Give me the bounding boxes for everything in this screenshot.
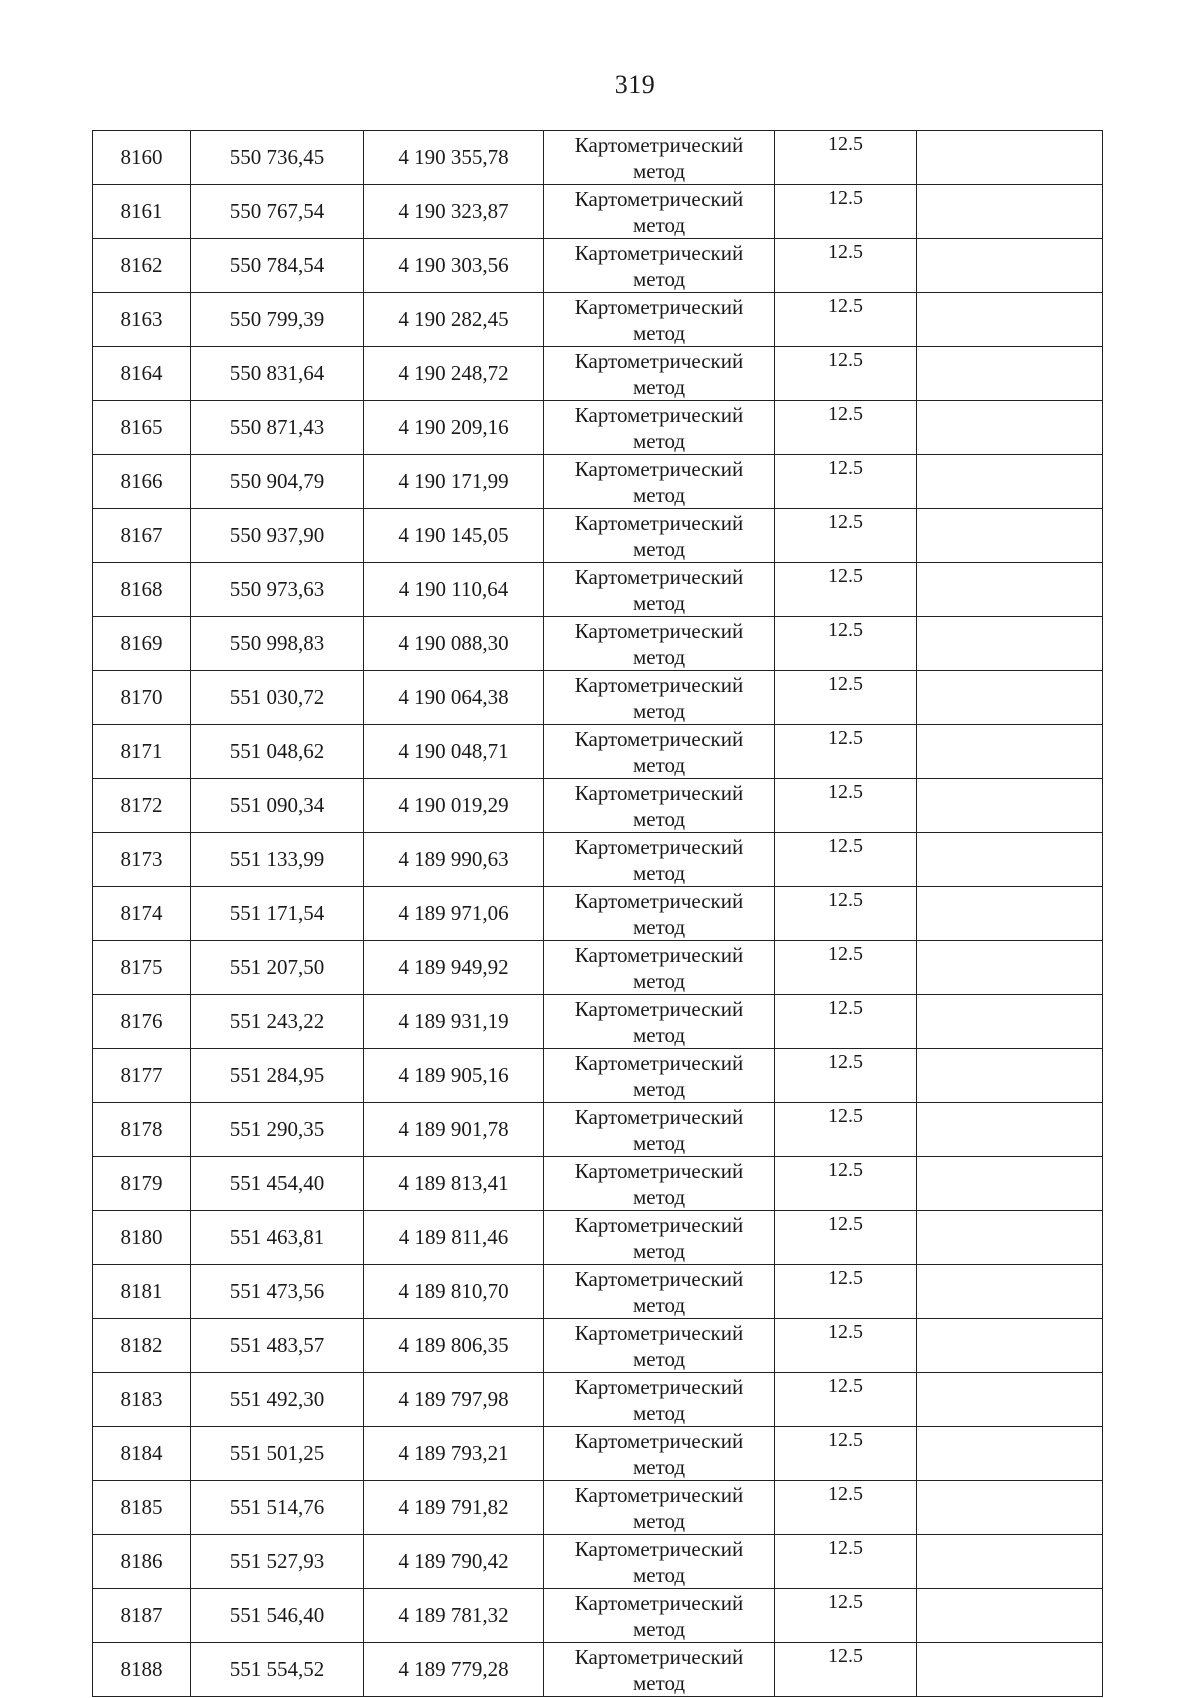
point-number-cell: 8160 <box>93 131 191 185</box>
point-number-cell: 8169 <box>93 617 191 671</box>
method-line-1: Картометрический <box>574 1213 744 1237</box>
method-line-1: Картометрический <box>574 835 744 859</box>
point-number-cell: 8176 <box>93 995 191 1049</box>
method-cell <box>544 1103 775 1157</box>
accuracy-cell: 12.5 <box>775 455 917 509</box>
note-cell <box>917 401 1103 455</box>
note-cell <box>917 1643 1103 1697</box>
table-row <box>93 1643 1103 1697</box>
point-number-cell: 8178 <box>93 1103 191 1157</box>
coordinates-table <box>92 130 1103 1697</box>
method-cell <box>544 1157 775 1211</box>
table-row <box>93 347 1103 401</box>
y-coordinate-cell: 4 189 806,35 <box>364 1319 544 1373</box>
x-coordinate-cell: 551 133,99 <box>191 833 364 887</box>
y-coordinate-cell: 4 189 949,92 <box>364 941 544 995</box>
x-coordinate-cell: 550 831,64 <box>191 347 364 401</box>
method-line-1: Картометрический <box>574 457 744 481</box>
method-line-1: Картометрический <box>574 133 744 157</box>
method-line-1: Картометрический <box>574 349 744 373</box>
x-coordinate-cell: 551 492,30 <box>191 1373 364 1427</box>
x-coordinate-cell: 551 171,54 <box>191 887 364 941</box>
method-cell <box>544 1049 775 1103</box>
point-number-cell: 8165 <box>93 401 191 455</box>
method-cell <box>544 1427 775 1481</box>
accuracy-cell: 12.5 <box>775 401 917 455</box>
y-coordinate-cell: 4 189 813,41 <box>364 1157 544 1211</box>
point-number-cell: 8188 <box>93 1643 191 1697</box>
point-number-cell: 8184 <box>93 1427 191 1481</box>
method-cell <box>544 1211 775 1265</box>
method-line-2: метод <box>632 267 686 291</box>
x-coordinate-cell: 551 463,81 <box>191 1211 364 1265</box>
table-row <box>93 887 1103 941</box>
point-number-cell: 8175 <box>93 941 191 995</box>
note-cell <box>917 185 1103 239</box>
table-row <box>93 671 1103 725</box>
x-coordinate-cell: 550 998,83 <box>191 617 364 671</box>
point-number-cell: 8182 <box>93 1319 191 1373</box>
point-number-cell: 8171 <box>93 725 191 779</box>
coordinates-table-body <box>93 131 1103 1697</box>
y-coordinate-cell: 4 189 810,70 <box>364 1265 544 1319</box>
accuracy-cell: 12.5 <box>775 1265 917 1319</box>
method-line-1: Картометрический <box>574 1429 744 1453</box>
method-line-1: Картометрический <box>574 403 744 427</box>
accuracy-cell: 12.5 <box>775 941 917 995</box>
table-row <box>93 941 1103 995</box>
accuracy-cell: 12.5 <box>775 779 917 833</box>
y-coordinate-cell: 4 189 779,28 <box>364 1643 544 1697</box>
table-row <box>93 455 1103 509</box>
method-cell <box>544 725 775 779</box>
accuracy-cell: 12.5 <box>775 1589 917 1643</box>
point-number-cell: 8166 <box>93 455 191 509</box>
method-line-1: Картометрический <box>574 1159 744 1183</box>
method-line-1: Картометрический <box>574 1483 744 1507</box>
method-line-2: метод <box>632 1185 686 1209</box>
method-cell <box>544 779 775 833</box>
x-coordinate-cell: 551 454,40 <box>191 1157 364 1211</box>
table-row <box>93 833 1103 887</box>
x-coordinate-cell: 551 207,50 <box>191 941 364 995</box>
note-cell <box>917 563 1103 617</box>
point-number-cell: 8181 <box>93 1265 191 1319</box>
note-cell <box>917 617 1103 671</box>
table-row <box>93 185 1103 239</box>
y-coordinate-cell: 4 189 811,46 <box>364 1211 544 1265</box>
accuracy-cell: 12.5 <box>775 887 917 941</box>
method-line-1: Картометрический <box>574 1645 744 1669</box>
method-line-2: метод <box>632 1401 686 1425</box>
y-coordinate-cell: 4 189 971,06 <box>364 887 544 941</box>
point-number-cell: 8179 <box>93 1157 191 1211</box>
method-cell <box>544 1319 775 1373</box>
method-cell <box>544 1373 775 1427</box>
accuracy-cell: 12.5 <box>775 239 917 293</box>
point-number-cell: 8163 <box>93 293 191 347</box>
method-line-2: метод <box>632 915 686 939</box>
method-cell <box>544 1643 775 1697</box>
accuracy-cell: 12.5 <box>775 995 917 1049</box>
table-row <box>93 1211 1103 1265</box>
point-number-cell: 8174 <box>93 887 191 941</box>
x-coordinate-cell: 551 284,95 <box>191 1049 364 1103</box>
method-cell <box>544 1589 775 1643</box>
method-cell <box>544 1265 775 1319</box>
method-line-1: Картометрический <box>574 295 744 319</box>
y-coordinate-cell: 4 190 064,38 <box>364 671 544 725</box>
method-cell <box>544 293 775 347</box>
point-number-cell: 8161 <box>93 185 191 239</box>
method-cell <box>544 563 775 617</box>
table-row <box>93 239 1103 293</box>
note-cell <box>917 1589 1103 1643</box>
y-coordinate-cell: 4 189 797,98 <box>364 1373 544 1427</box>
method-line-1: Картометрический <box>574 1321 744 1345</box>
table-row <box>93 1319 1103 1373</box>
x-coordinate-cell: 551 554,52 <box>191 1643 364 1697</box>
y-coordinate-cell: 4 190 282,45 <box>364 293 544 347</box>
table-row <box>93 401 1103 455</box>
accuracy-cell: 12.5 <box>775 509 917 563</box>
method-cell <box>544 995 775 1049</box>
y-coordinate-cell: 4 189 790,42 <box>364 1535 544 1589</box>
note-cell <box>917 1427 1103 1481</box>
note-cell <box>917 833 1103 887</box>
table-row <box>93 1535 1103 1589</box>
method-line-2: метод <box>632 969 686 993</box>
method-line-1: Картометрический <box>574 1105 744 1129</box>
method-line-2: метод <box>632 321 686 345</box>
note-cell <box>917 671 1103 725</box>
note-cell <box>917 941 1103 995</box>
point-number-cell: 8172 <box>93 779 191 833</box>
y-coordinate-cell: 4 190 145,05 <box>364 509 544 563</box>
method-cell <box>544 185 775 239</box>
accuracy-cell: 12.5 <box>775 293 917 347</box>
table-row <box>93 1427 1103 1481</box>
method-line-2: метод <box>632 537 686 561</box>
table-row <box>93 1589 1103 1643</box>
method-line-2: метод <box>632 1455 686 1479</box>
y-coordinate-cell: 4 190 355,78 <box>364 131 544 185</box>
method-line-2: метод <box>632 861 686 885</box>
y-coordinate-cell: 4 189 791,82 <box>364 1481 544 1535</box>
point-number-cell: 8186 <box>93 1535 191 1589</box>
point-number-cell: 8168 <box>93 563 191 617</box>
note-cell <box>917 1265 1103 1319</box>
method-cell <box>544 455 775 509</box>
x-coordinate-cell: 551 514,76 <box>191 1481 364 1535</box>
method-cell <box>544 239 775 293</box>
accuracy-cell: 12.5 <box>775 1535 917 1589</box>
method-line-2: метод <box>632 159 686 183</box>
note-cell <box>917 509 1103 563</box>
method-line-2: метод <box>632 591 686 615</box>
method-cell <box>544 509 775 563</box>
accuracy-cell: 12.5 <box>775 1103 917 1157</box>
point-number-cell: 8170 <box>93 671 191 725</box>
note-cell <box>917 1049 1103 1103</box>
method-line-2: метод <box>632 429 686 453</box>
accuracy-cell: 12.5 <box>775 1319 917 1373</box>
y-coordinate-cell: 4 189 905,16 <box>364 1049 544 1103</box>
note-cell <box>917 887 1103 941</box>
method-line-1: Картометрический <box>574 1375 744 1399</box>
table-row <box>93 1373 1103 1427</box>
method-line-2: метод <box>632 1617 686 1641</box>
x-coordinate-cell: 550 784,54 <box>191 239 364 293</box>
method-line-2: метод <box>632 483 686 507</box>
note-cell <box>917 1103 1103 1157</box>
note-cell <box>917 1157 1103 1211</box>
table-row <box>93 1157 1103 1211</box>
table-row <box>93 779 1103 833</box>
y-coordinate-cell: 4 190 248,72 <box>364 347 544 401</box>
method-line-1: Картометрический <box>574 1267 744 1291</box>
method-line-1: Картометрический <box>574 997 744 1021</box>
y-coordinate-cell: 4 190 171,99 <box>364 455 544 509</box>
method-line-2: метод <box>632 807 686 831</box>
method-line-2: метод <box>632 645 686 669</box>
method-line-1: Картометрический <box>574 943 744 967</box>
method-line-1: Картометрический <box>574 781 744 805</box>
method-line-2: метод <box>632 1077 686 1101</box>
note-cell <box>917 995 1103 1049</box>
x-coordinate-cell: 551 090,34 <box>191 779 364 833</box>
method-cell <box>544 887 775 941</box>
note-cell <box>917 1373 1103 1427</box>
y-coordinate-cell: 4 189 793,21 <box>364 1427 544 1481</box>
accuracy-cell: 12.5 <box>775 1049 917 1103</box>
method-line-2: метод <box>632 753 686 777</box>
method-line-1: Картометрический <box>574 241 744 265</box>
note-cell <box>917 779 1103 833</box>
x-coordinate-cell: 551 290,35 <box>191 1103 364 1157</box>
x-coordinate-cell: 550 799,39 <box>191 293 364 347</box>
table-row <box>93 131 1103 185</box>
table-row <box>93 1481 1103 1535</box>
table-row <box>93 725 1103 779</box>
accuracy-cell: 12.5 <box>775 347 917 401</box>
page-number: 319 <box>614 70 656 99</box>
accuracy-cell: 12.5 <box>775 1157 917 1211</box>
method-line-1: Картометрический <box>574 565 744 589</box>
method-line-1: Картометрический <box>574 511 744 535</box>
method-cell <box>544 941 775 995</box>
table-row <box>93 509 1103 563</box>
y-coordinate-cell: 4 190 209,16 <box>364 401 544 455</box>
method-line-2: метод <box>632 1239 686 1263</box>
x-coordinate-cell: 550 904,79 <box>191 455 364 509</box>
method-line-2: метод <box>632 375 686 399</box>
y-coordinate-cell: 4 189 901,78 <box>364 1103 544 1157</box>
y-coordinate-cell: 4 189 781,32 <box>364 1589 544 1643</box>
accuracy-cell: 12.5 <box>775 563 917 617</box>
point-number-cell: 8187 <box>93 1589 191 1643</box>
method-line-1: Картометрический <box>574 1537 744 1561</box>
method-line-1: Картометрический <box>574 619 744 643</box>
x-coordinate-cell: 551 546,40 <box>191 1589 364 1643</box>
note-cell <box>917 1211 1103 1265</box>
table-row <box>93 995 1103 1049</box>
method-cell <box>544 1535 775 1589</box>
point-number-cell: 8185 <box>93 1481 191 1535</box>
method-cell <box>544 401 775 455</box>
x-coordinate-cell: 551 243,22 <box>191 995 364 1049</box>
method-cell <box>544 833 775 887</box>
method-cell <box>544 1481 775 1535</box>
point-number-cell: 8164 <box>93 347 191 401</box>
accuracy-cell: 12.5 <box>775 671 917 725</box>
table-row <box>93 617 1103 671</box>
y-coordinate-cell: 4 190 048,71 <box>364 725 544 779</box>
y-coordinate-cell: 4 189 990,63 <box>364 833 544 887</box>
point-number-cell: 8180 <box>93 1211 191 1265</box>
y-coordinate-cell: 4 190 088,30 <box>364 617 544 671</box>
x-coordinate-cell: 551 483,57 <box>191 1319 364 1373</box>
method-line-2: метод <box>632 1347 686 1371</box>
accuracy-cell: 12.5 <box>775 1211 917 1265</box>
method-line-1: Картометрический <box>574 1591 744 1615</box>
accuracy-cell: 12.5 <box>775 185 917 239</box>
accuracy-cell: 12.5 <box>775 833 917 887</box>
point-number-cell: 8167 <box>93 509 191 563</box>
method-line-2: метод <box>632 1509 686 1533</box>
method-line-1: Картометрический <box>574 889 744 913</box>
accuracy-cell: 12.5 <box>775 725 917 779</box>
table-row <box>93 293 1103 347</box>
note-cell <box>917 293 1103 347</box>
method-cell <box>544 617 775 671</box>
table-row <box>93 563 1103 617</box>
method-line-2: метод <box>632 1023 686 1047</box>
method-line-2: метод <box>632 1671 686 1695</box>
note-cell <box>917 725 1103 779</box>
accuracy-cell: 12.5 <box>775 617 917 671</box>
accuracy-cell: 12.5 <box>775 1481 917 1535</box>
method-cell <box>544 347 775 401</box>
x-coordinate-cell: 551 048,62 <box>191 725 364 779</box>
method-line-1: Картометрический <box>574 1051 744 1075</box>
table-row <box>93 1265 1103 1319</box>
note-cell <box>917 1319 1103 1373</box>
note-cell <box>917 1535 1103 1589</box>
method-cell <box>544 131 775 185</box>
y-coordinate-cell: 4 190 323,87 <box>364 185 544 239</box>
table-row <box>93 1103 1103 1157</box>
method-line-2: метод <box>632 1131 686 1155</box>
method-line-1: Картометрический <box>574 727 744 751</box>
accuracy-cell: 12.5 <box>775 1427 917 1481</box>
method-line-1: Картометрический <box>574 673 744 697</box>
x-coordinate-cell: 550 767,54 <box>191 185 364 239</box>
x-coordinate-cell: 550 871,43 <box>191 401 364 455</box>
note-cell <box>917 347 1103 401</box>
accuracy-cell: 12.5 <box>775 1373 917 1427</box>
method-line-2: метод <box>632 1563 686 1587</box>
x-coordinate-cell: 551 473,56 <box>191 1265 364 1319</box>
x-coordinate-cell: 550 937,90 <box>191 509 364 563</box>
table-row <box>93 1049 1103 1103</box>
point-number-cell: 8177 <box>93 1049 191 1103</box>
y-coordinate-cell: 4 190 303,56 <box>364 239 544 293</box>
method-line-2: метод <box>632 1293 686 1317</box>
method-line-2: метод <box>632 699 686 723</box>
accuracy-cell: 12.5 <box>775 131 917 185</box>
accuracy-cell: 12.5 <box>775 1643 917 1697</box>
note-cell <box>917 131 1103 185</box>
y-coordinate-cell: 4 190 110,64 <box>364 563 544 617</box>
method-line-2: метод <box>632 213 686 237</box>
point-number-cell: 8173 <box>93 833 191 887</box>
x-coordinate-cell: 551 030,72 <box>191 671 364 725</box>
method-cell <box>544 671 775 725</box>
note-cell <box>917 1481 1103 1535</box>
x-coordinate-cell: 550 973,63 <box>191 563 364 617</box>
x-coordinate-cell: 550 736,45 <box>191 131 364 185</box>
x-coordinate-cell: 551 501,25 <box>191 1427 364 1481</box>
note-cell <box>917 239 1103 293</box>
y-coordinate-cell: 4 190 019,29 <box>364 779 544 833</box>
y-coordinate-cell: 4 189 931,19 <box>364 995 544 1049</box>
note-cell <box>917 455 1103 509</box>
point-number-cell: 8183 <box>93 1373 191 1427</box>
point-number-cell: 8162 <box>93 239 191 293</box>
method-line-1: Картометрический <box>574 187 744 211</box>
x-coordinate-cell: 551 527,93 <box>191 1535 364 1589</box>
